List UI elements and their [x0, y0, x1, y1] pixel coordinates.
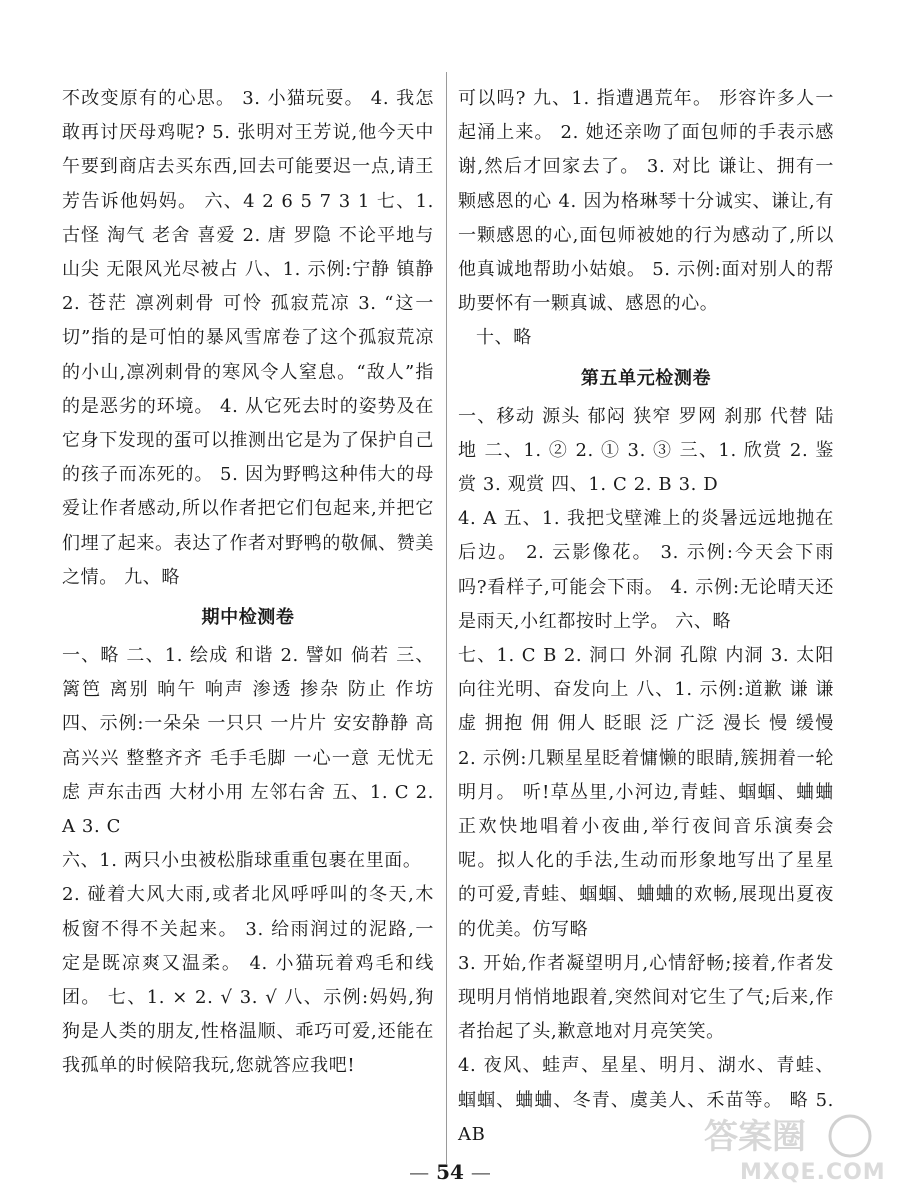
- page-number-value: 54: [436, 1160, 464, 1184]
- answer-paragraph: 2. 碰着大风大雨,或者北风呼呼叫的冬天,木板窗不得不关起来。 3. 给雨润过的泥路,一定是既凉爽又温柔。 4. 小猫玩着鸡毛和线团。 七、1. × 2. √ 3. √ 八、示例:妈妈,狗狗是人类的朋友,性格温顺、乖巧可爱,还能在我孤单的时候陪我玩,您就答应我吧!: [62, 884, 434, 1077]
- answer-paragraph: 3. 开始,作者凝望明月,心情舒畅;接着,作者发现明月悄悄地跟着,突然间对它生了气;后来,作者抬起了头,歉意地对月亮笑笑。: [458, 952, 834, 1043]
- answer-paragraph: 可以吗? 九、1. 指遭遇荒年。 形容许多人一起涌上来。 2. 她还亲吻了面包师的手表示感谢,然后才回家去了。 3. 对比 谦让、拥有一颗感恩的心 4. 因为格琳琴十分诚实、谦让,有一颗感恩的心,面包师被她的行为感动了,所以他真诚地帮助小姑娘。 5. 示例:面对别人的帮助要怀有一颗真诚、感恩的心。: [458, 88, 834, 315]
- section-title-midterm: 期中检测卷: [201, 607, 295, 629]
- section-title-unit5: 第五单元检测卷: [580, 367, 712, 389]
- answer-paragraph: 六、1. 两只小虫被松脂球重重包裹在里面。: [62, 850, 422, 872]
- left-column: [62, 82, 434, 1084]
- answer-paragraph: 十、略: [476, 327, 532, 349]
- right-column: [458, 82, 834, 1152]
- footer-dash-right: —: [470, 1160, 491, 1184]
- watermark-site: MXQE.COM: [740, 1160, 886, 1185]
- answer-paragraph: 4. 夜风、蛙声、星星、明月、湖水、青蛙、蝈蝈、蛐蛐、冬青、虞美人、禾苗等。 略 5. AB: [458, 1055, 834, 1145]
- answer-paragraph: 一、移动 源头 郁闷 狭窄 罗网 刹那 代替 陆地 二、1. ② 2. ① 3. ③ 三、1. 欣赏 2. 鉴赏 3. 观赏 四、1. C 2. B 3. D: [458, 405, 834, 496]
- svg-text:答案圈: 答案圈: [704, 1117, 806, 1157]
- answer-paragraph: 一、略 二、1. 绘成 和谐 2. 譬如 倘若 三、篱笆 离别 晌午 响声 渗透 掺杂 防止 作坊 四、示例:一朵朵 一只只 一片片 安安静静 高高兴兴 整整齐齐 毛手毛脚 一心一意 无忧无虑 声东击西 大材小用 左邻右舍 五、1. C 2. A 3. C: [62, 645, 434, 838]
- answer-paragraph: 4. A 五、1. 我把戈壁滩上的炎暑远远地抛在后边。 2. 云影像花。 3. 示例:今天会下雨吗?看样子,可能会下雨。 4. 示例:无论晴天还是雨天,小红都按时上学。 六、略: [458, 508, 834, 632]
- answer-paragraph: 七、1. C B 2. 洞口 外洞 孔隙 内洞 3. 太阳 向往光明、奋发向上 八、1. 示例:道歉 谦 谦虚 拥抱 佣 佣人 眨眼 泛 广泛 漫长 慢 缓慢 2. 示例:几颗星星眨着慵懒的眼睛,簇拥着一轮明月。 听!草丛里,小河边,青蛙、蝈蝈、蛐蛐正欢快地唱着小夜曲,举行夜间音乐演奏会呢。拟人化的手法,生动而形象地写出了星星的可爱,青蛙、蝈蝈、蛐蛐的欢畅,展现出夏夜的优美。仿写略: [458, 645, 834, 940]
- answer-paragraph: 不改变原有的心思。 3. 小猫玩耍。 4. 我怎敢再讨厌母鸡呢? 5. 张明对王芳说,他今天中午要到商店去买东西,回去可能要迟一点,请王芳告诉他妈妈。 六、4 2 6 5 7 3 1 七、1. 古怪 淘气 老舍 喜爱 2. 唐 罗隐 不论平地与山尖 无限风光尽被占 八、1. 示例:宁静 镇静 2. 苍茫 凛冽刺骨 可怜 孤寂荒凉 3. “这一切”指的是可怕的暴风雪席卷了这个孤寂荒凉的小山,凛冽刺骨的寒风令人窒息。“敌人”指的是恶劣的环境。 4. 从它死去时的姿势及在它身下发现的蛋可以推测出它是为了保护自己的孩子而冻死的。 5. 因为野鸭这种伟大的母爱让作者感动,所以作者把它们包起来,并把它们埋了起来。表达了作者对野鸭的敬佩、赞美之情。 九、略: [62, 88, 434, 588]
- watermark-logo-icon: [700, 1112, 890, 1162]
- footer-dash-left: —: [409, 1160, 430, 1184]
- watermark-logo: [700, 1112, 890, 1192]
- column-divider: [446, 72, 447, 1164]
